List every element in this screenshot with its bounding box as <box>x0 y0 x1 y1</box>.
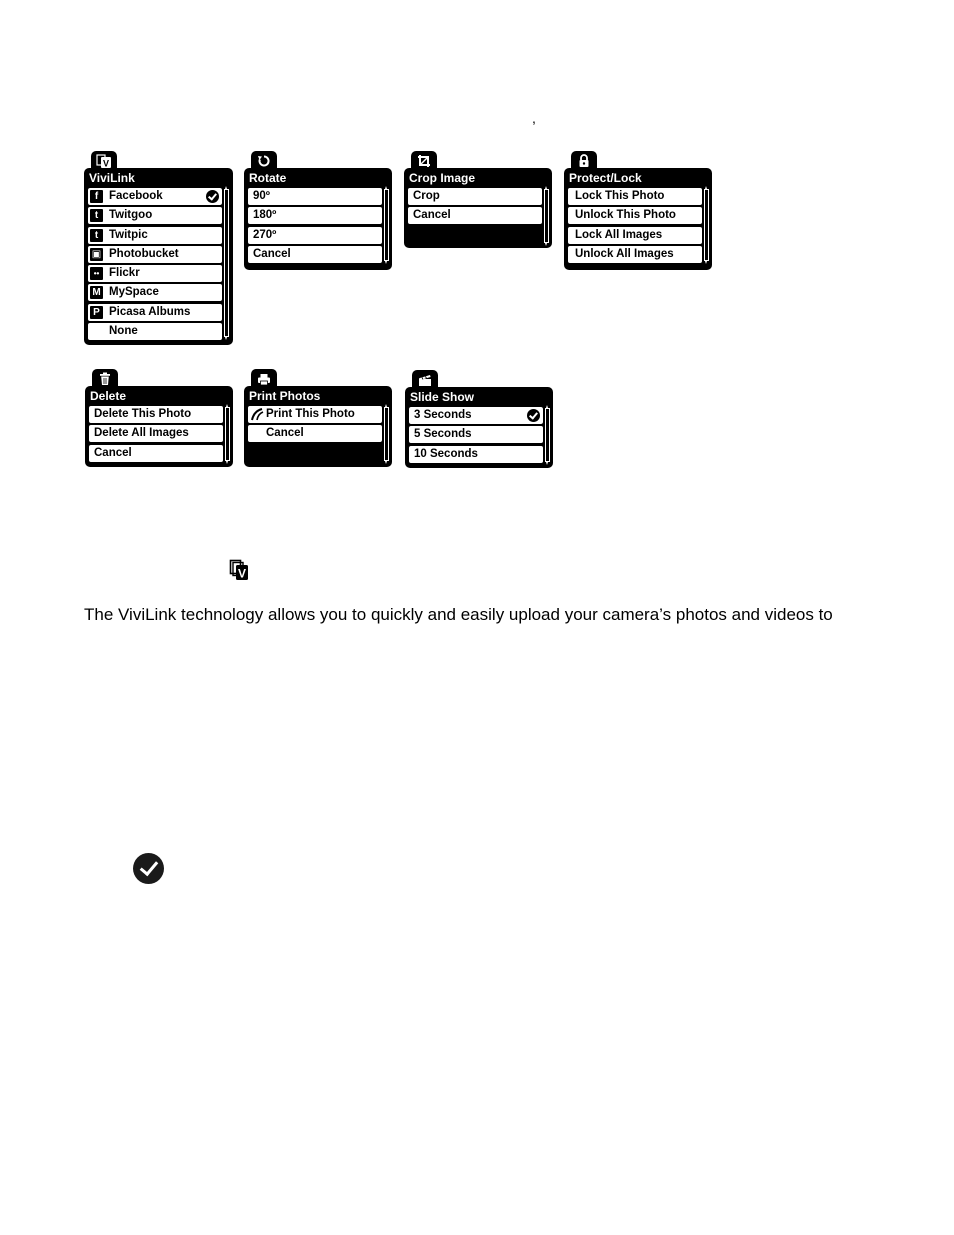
delete-panel <box>85 386 233 467</box>
menu-title: Print Photos <box>249 389 321 403</box>
menu-item-label: Lock This Photo <box>575 190 665 202</box>
print-photos-panel <box>244 386 392 467</box>
menu-item-label: Photobucket <box>109 247 179 260</box>
menu-title: Slide Show <box>410 390 475 404</box>
stray-mark: , <box>532 110 536 126</box>
crop-panel <box>404 168 552 248</box>
menu-item-label: Lock All Images <box>575 228 663 241</box>
checkmark-icon <box>206 190 219 203</box>
menu-item-label: Picasa Albums <box>109 305 191 318</box>
protect-lock-menu <box>564 151 712 270</box>
myspace-icon: M <box>90 286 103 299</box>
menu-title: Rotate <box>249 171 287 185</box>
menu-item-270[interactable] <box>248 227 382 244</box>
menu-item-label: Delete All Images <box>94 427 189 440</box>
menu-item-flickr[interactable] <box>88 265 222 282</box>
menu-item-180[interactable] <box>248 207 382 224</box>
menu-item-delete-all-images[interactable] <box>89 425 223 442</box>
menu-item-cancel[interactable] <box>408 207 542 224</box>
menu-item-cancel[interactable] <box>248 425 382 442</box>
scrollbar[interactable] <box>225 407 230 461</box>
facebook-icon: f <box>90 190 103 203</box>
checkmark-icon <box>527 409 540 422</box>
vivilink-panel <box>84 168 233 345</box>
twitpic-icon: t <box>90 229 103 242</box>
menu-title: ViviLink <box>89 171 135 185</box>
menu-item-label: Cancel <box>94 446 132 459</box>
menu-item-label: 90º <box>253 190 270 202</box>
menu-item-print-this-photo[interactable] <box>248 406 382 423</box>
menu-item-lock-this-photo[interactable] <box>568 188 702 205</box>
menu-item-label: Unlock All Images <box>575 247 674 260</box>
menu-item-cancel[interactable] <box>89 445 223 462</box>
scrollbar[interactable] <box>544 189 549 243</box>
menu-item-5-seconds[interactable] <box>409 426 543 443</box>
menu-item-label: Print This Photo <box>266 408 355 420</box>
crop-menu <box>404 151 552 248</box>
scrollbar[interactable] <box>384 189 389 261</box>
menu-item-label: 180º <box>253 209 277 222</box>
menu-item-label: 10 Seconds <box>414 447 478 460</box>
menu-item-twitpic[interactable] <box>88 227 222 244</box>
menu-item-label: None <box>109 325 138 338</box>
menu-item-myspace[interactable] <box>88 284 222 301</box>
menu-item-twitgoo[interactable] <box>88 207 222 224</box>
menu-item-facebook[interactable] <box>88 188 222 205</box>
menu-item-label: 270º <box>253 228 277 241</box>
vivilink-menu <box>84 151 233 345</box>
menu-item-label: Cancel <box>253 247 291 260</box>
body-paragraph: The ViviLink technology allows you to quickly and easily upload your camera’s photos and videos to <box>84 605 833 624</box>
rotate-panel <box>244 168 392 270</box>
svg-text:V: V <box>237 566 247 581</box>
menu-item-picasa[interactable] <box>88 304 222 321</box>
menu-title: Delete <box>90 389 127 403</box>
menu-item-label: Delete This Photo <box>94 408 192 420</box>
scrollbar[interactable] <box>224 189 229 337</box>
menu-item-lock-all-images[interactable] <box>568 227 702 244</box>
print-photos-menu <box>244 369 392 467</box>
checkmark-icon <box>133 853 164 884</box>
menu-item-unlock-this-photo[interactable] <box>568 207 702 224</box>
protect-lock-panel <box>564 168 712 270</box>
menu-item-3-seconds[interactable] <box>409 407 543 424</box>
menu-item-crop[interactable] <box>408 188 542 205</box>
menu-item-label: Twitgoo <box>109 209 153 222</box>
menu-item-label: 3 Seconds <box>414 409 472 421</box>
menu-item-label: Crop <box>413 190 440 202</box>
menu-title: Crop Image <box>409 171 476 185</box>
menu-item-unlock-all-images[interactable] <box>568 246 702 263</box>
flickr-icon: •• <box>90 267 103 280</box>
twitgoo-icon: t <box>90 209 103 222</box>
picasa-icon: P <box>90 306 103 319</box>
photobucket-icon: ▣ <box>91 248 102 260</box>
menu-item-delete-this-photo[interactable] <box>89 406 223 423</box>
menu-item-label: 5 Seconds <box>414 428 472 441</box>
menu-title: Protect/Lock <box>569 171 642 185</box>
menu-item-90[interactable] <box>248 188 382 205</box>
slide-show-panel <box>405 387 553 468</box>
menu-item-10-seconds[interactable] <box>409 446 543 463</box>
menu-item-label: Unlock This Photo <box>575 209 676 222</box>
slide-show-menu <box>405 370 553 468</box>
menu-item-cancel[interactable] <box>248 246 382 263</box>
pictbridge-icon <box>251 408 264 427</box>
menu-item-label: Cancel <box>413 209 451 222</box>
menu-item-label: MySpace <box>109 286 159 299</box>
svg-text:V: V <box>102 158 110 168</box>
delete-menu <box>85 369 233 467</box>
scrollbar[interactable] <box>384 407 389 461</box>
menu-item-none[interactable] <box>88 323 222 340</box>
menu-item-label: Flickr <box>109 267 140 280</box>
menu-item-photobucket[interactable] <box>88 246 222 263</box>
menu-item-label: Facebook <box>109 190 163 202</box>
scrollbar[interactable] <box>545 408 550 462</box>
vivilink-icon <box>229 559 249 586</box>
rotate-menu <box>244 151 392 270</box>
menu-item-label: Cancel <box>266 427 304 440</box>
scrollbar[interactable] <box>704 189 709 261</box>
menu-item-label: Twitpic <box>109 228 148 241</box>
